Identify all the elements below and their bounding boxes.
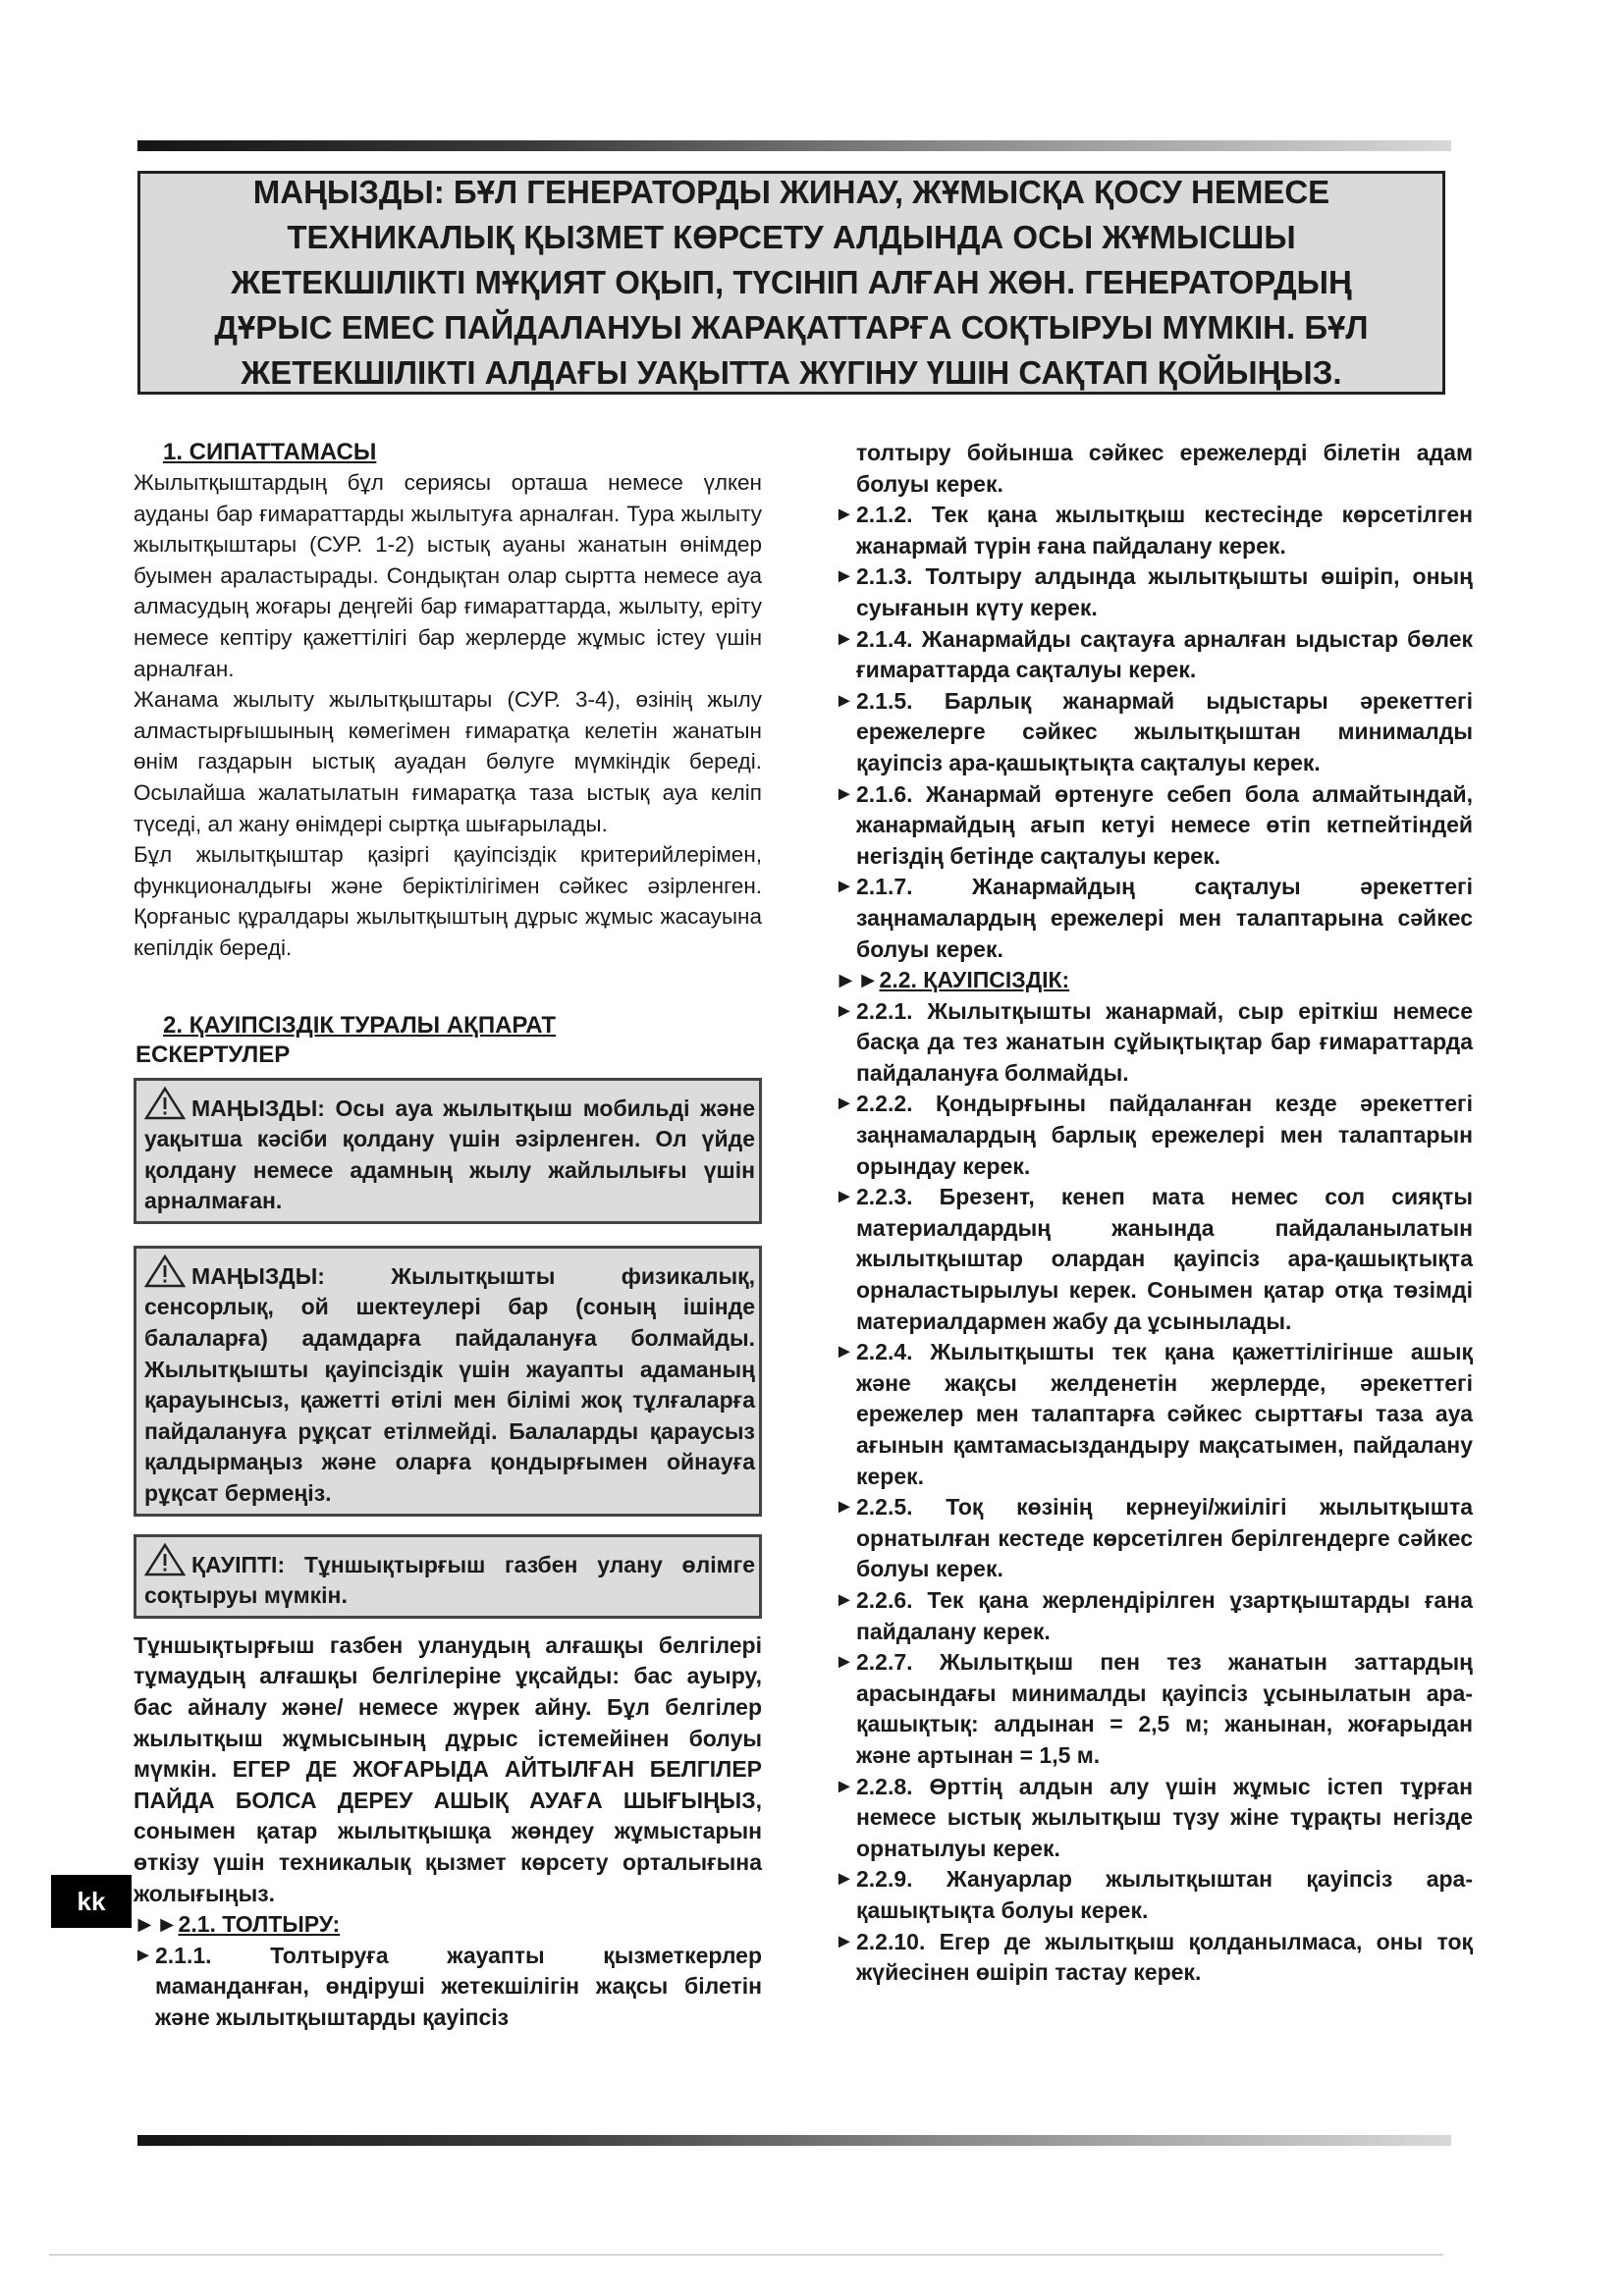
item-text: Егер де жылытқыш қолданылмаса, оны тоқ жүйесінен өшіріп тастау керек. [856,1928,1474,1986]
list-item-continuation [835,438,1473,500]
arrow-icon: ► [835,876,854,898]
list-item [835,624,1473,686]
item-text: Брезент, кенеп мата немес сол сияқты материалдардың жанында пайдаланылатын жылытқыштар олардан қауіпсіз ара-қашықтықта орналастырылуы керек. Сонымен қатар отқа төзімді материалдармен жабу да ұсынылады. [856,1184,1474,1334]
list-item [835,779,1473,873]
item-text: Қондырғыны пайдаланған кезде әрекеттегі заңнамалардың барлық ережелері мен талаптарын орындау керек. [856,1091,1473,1179]
warning-text: МАҢЫЗДЫ: Осы ауа жылытқыш мобильді және уақытша кәсіби қолдану үшін әзірленген. Ол үйде қолдану немесе адамның жылу жайлылығы үшін арналмаған. [144,1095,755,1214]
banner-line: ДҰРЫС ЕМЕС ПАЙДАЛАНУЫ ЖАРАҚАТТАРҒА СОҚТЫРУЫ МҮМКІН. БҰЛ [214,309,1369,346]
item-text: толтыру бойынша сәйкес ережелерді білетін адам болуы керек. [856,440,1473,497]
footer-line [49,2254,1443,2256]
banner-line: ЖЕТЕКШІЛІКТІ МҰҚИЯТ ОҚЫП, ТҮСІНІП АЛҒАН ЖӨН. ГЕНЕРАТОРДЫҢ [231,264,1352,300]
list-item [835,1182,1473,1337]
item-number: 2.2.10. [856,1928,926,1954]
arrow-icon: ► [835,1341,854,1363]
list-item [835,1864,1473,1926]
arrow-icon: ► [835,1093,854,1115]
bottom-rule [137,2135,1451,2146]
item-text: Тек қана жерлендірілген ұзартқыштарды ғана пайдалану керек. [856,1586,1473,1644]
warning-box-mobile [134,1078,762,1224]
warning-triangle-icon [144,1087,186,1120]
list-item [835,500,1473,561]
item-text: Жылытқыш пен тез жанатын заттардың арасындағы минималды қауіпсіз ұсынылатын ара-қашықтық: алдынан = 2,5 м; жанынан, жоғарыдан және артынан = 1,5 м. [856,1649,1473,1768]
list-item [835,1927,1473,1989]
list-item [835,872,1473,965]
list-item [835,1337,1473,1492]
list-item [835,1585,1473,1647]
left-column [134,438,762,2034]
double-arrow-icon: ►► [134,1911,179,1938]
arrow-icon: ► [835,999,854,1022]
item-number: 2.1.4. [856,625,913,652]
item-number: 2.1.7. [856,874,913,900]
item-number: 2.2.7. [856,1649,913,1676]
banner-line: МАҢЫЗДЫ: БҰЛ ГЕНЕРАТОРДЫ ЖИНАУ, ЖҰМЫСҚА ҚОСУ НЕМЕСЕ [252,174,1330,210]
item-number: 2.2.4. [856,1339,913,1365]
warning-text: ҚАУІПТІ: Тұншықтырғыш газбен улану өлімге соқтыруы мүмкін. [144,1551,755,1609]
description-paragraph: Жылытқыштардың бұл сериясы орташа немесе үлкен ауданы бар ғимараттарды жылытуға арналған. Тура жылыту жылытқыштары (СУР. 1-2) ыстық ауаны жанатын өнімдер буымен араластырады. Сондықтан олар сыртта немесе ауа алмасудың жоғары деңгейі бар ғимараттарда, жылыту, еріту немесе кептіру қажеттілігі бар жерлерде жұмыс істеу үшін арналған. [134,470,762,681]
refuelling-heading: ►►2.1. ТОЛТЫРУ: [134,1911,341,1938]
arrow-icon: ► [835,565,854,588]
warning-triangle-icon [144,1543,186,1576]
list-item [835,561,1473,623]
arrow-icon: ► [835,1868,854,1891]
arrow-icon: ► [134,1944,153,1966]
item-number: 2.1.2. [856,502,913,528]
item-text: Жылытқышты жанармай, сыр еріткіш немесе басқа да тез жанатын сұйықтықтар бар ғимараттарда пайдалануға болмайды. [856,997,1474,1086]
list-item [835,996,1473,1090]
item-text: Жануарлар жылытқыштан қауіпсіз ара-қашықтықта болуы керек. [856,1866,1474,1923]
item-number: 2.2.9. [856,1866,913,1893]
arrow-icon: ► [835,1588,854,1611]
top-rule [137,140,1451,151]
list-item [835,1772,1473,1865]
language-tab: kk [51,1875,132,1928]
right-column [835,438,1473,1989]
arrow-icon: ► [835,1496,854,1519]
banner-line: ЖЕТЕКШІЛІКТІ АЛДАҒЫ УАҚЫТТА ЖҮГІНУ ҮШІН САҚТАП ҚОЙЫҢЫЗ. [241,354,1342,391]
item-text: Жанармайдың сақталуы әрекеттегі заңнамалардың ережелері мен талаптарына сәйкес болуы керек. [856,874,1473,962]
arrow-icon: ► [835,1775,854,1797]
item-number: 2.2.3. [856,1184,913,1210]
banner-line: ТЕХНИКАЛЫҚ ҚЫЗМЕТ КӨРСЕТУ АЛДЫНДА ОСЫ ЖҰМЫСШЫ [287,219,1296,255]
item-number: 2.2.2. [856,1091,913,1117]
description-paragraph: Бұл жылытқыштар қазіргі қауіпсіздік критерийлерімен, функционалдығы және беріктілігімен сәйкес әзірленген. Қорғаныс құралдары жылытқыштың дұрыс жұмыс жасауына кепілдік береді. [134,842,762,960]
arrow-icon: ► [835,504,854,526]
list-item [835,686,1473,779]
list-item [835,1089,1473,1182]
description-paragraph: Жанама жылыту жылытқыштары (СУР. 3-4), өзінің жылу алмастырғышының көмегімен ғимаратқа келетін жанатын өнім газдарын ыстық ауадан бөлуге мүмкіндік береді. Осылайша жалатылатын ғимаратқа таза ыстық ауа келіп түседі, ал жану өнімдері сыртқа шығарылады. [134,687,762,836]
item-number: 2.1.6. [856,780,913,807]
important-banner [137,171,1445,395]
item-number: 2.1.1. [155,1942,212,1968]
item-text: Толтыру алдында жылытқышты өшіріп, оның суығанын күту керек. [856,563,1474,620]
list-item [835,1647,1473,1771]
list-item [835,1492,1473,1585]
arrow-icon: ► [835,1186,854,1208]
co-poisoning-paragraph: Тұншықтырғыш газбен уланудың алғашқы белгілері тұмаудың алғашқы белгілеріне ұқсайды: бас ауыру, бас айналу және/ немесе жүрек айну. Бұл белгілер жылытқыш жұмысының дұрыс істемейінен болуы мүмкін. ЕГЕР ДЕ ЖОҒАРЫДА АЙТЫЛҒАН БЕЛГІЛЕР ПАЙДА БОЛСА ДЕРЕУ АШЫҚ АУАҒА ШЫҒЫҢЫЗ, сонымен қатар жылытқышқа жөндеу жұмыстарын өткізу үшін техникалық қызмет көрсету орталығына жолығыңыз. [134,1631,762,1906]
item-text: Жанармай өртенуге себеп бола алмайтындай, жанармайдың ағып кетуі немесе өтіп кетпейтіндей негіздің бетінде сақталуы керек. [856,780,1474,869]
list-item [134,1941,762,2034]
warning-box-danger [134,1534,762,1619]
warning-text: МАҢЫЗДЫ: Жылытқышты физикалық, сенсорлық, ой шектеулері бар (соның ішінде балаларға) адамдарға пайдалануға болмайды. Жылытқышты қауіпсіздік үшін жауапты адаманың қарауынсыз, қажетті өтілі мен білімі жоқ тұлғаларға пайдалануға рұқсат етілмейді. Балаларды қараусыз қалдырмаңыз және оларға қондырғымен ойнауға рұқсат бермеңіз. [144,1262,755,1507]
arrow-icon: ► [835,627,854,650]
item-text: Өрттің алдын алу үшін жұмыс істеп тұрған немесе ыстық жылытқыш түзу жіне тұрақты негізде орнатылуы керек. [856,1773,1473,1861]
warning-box-persons [134,1246,762,1517]
item-text: Толтыруға жауапты қызметкерлер маманданған, өндіруші жетекшілігін жақсы білетін және жылытқыштарды қауіпсіз [155,1942,762,2030]
item-text: Барлық жанармай ыдыстары әрекеттегі ережелерге сәйкес жылытқыштан минималды қауіпсіз ара-қашықтықта сақталуы керек. [856,687,1474,775]
section-1-title: 1. СИПАТТАМАСЫ [163,439,377,465]
double-arrow-icon: ►► [835,967,880,993]
item-text: Жанармайды сақтауға арналған ыдыстар бөлек ғимараттарда сақталуы керек. [856,625,1474,683]
item-text: Тоқ көзінің кернеуі/жиілігі жылытқышта орнатылған кестеде көрсетілген берілгендерге сәйкес болуы керек. [856,1494,1473,1582]
safety-heading: ►►2.2. ҚАУІПСІЗДІК: [835,967,1070,993]
item-number: 2.2.6. [856,1586,913,1613]
item-number: 2.2.1. [856,997,913,1024]
warnings-subtitle: ЕСКЕРТУЛЕР [135,1041,291,1068]
warning-triangle-icon [144,1255,186,1288]
arrow-icon: ► [835,1930,854,1952]
arrow-icon: ► [835,1651,854,1674]
item-text: Жылытқышты тек қана қажеттілігінше ашық және жақсы желденетін жерлерде, әрекеттегі ережелер мен талаптарға сәйкес сырттағы таза ауа ағынын қамтамасыздандыру мақсатымен, пайдалану керек. [856,1339,1473,1489]
item-number: 2.2.8. [856,1773,913,1799]
item-text: Тек қана жылытқыш кестесінде көрсетілген жанармай түрін ғана пайдалану керек. [856,502,1473,559]
item-number: 2.1.5. [856,687,913,714]
section-2-title: 2. ҚАУІПСІЗДІК ТУРАЛЫ АҚПАРАТ [163,1011,557,1039]
arrow-icon: ► [835,782,854,805]
item-number: 2.1.3. [856,563,913,590]
arrow-icon: ► [835,689,854,712]
item-number: 2.2.5. [856,1494,913,1521]
